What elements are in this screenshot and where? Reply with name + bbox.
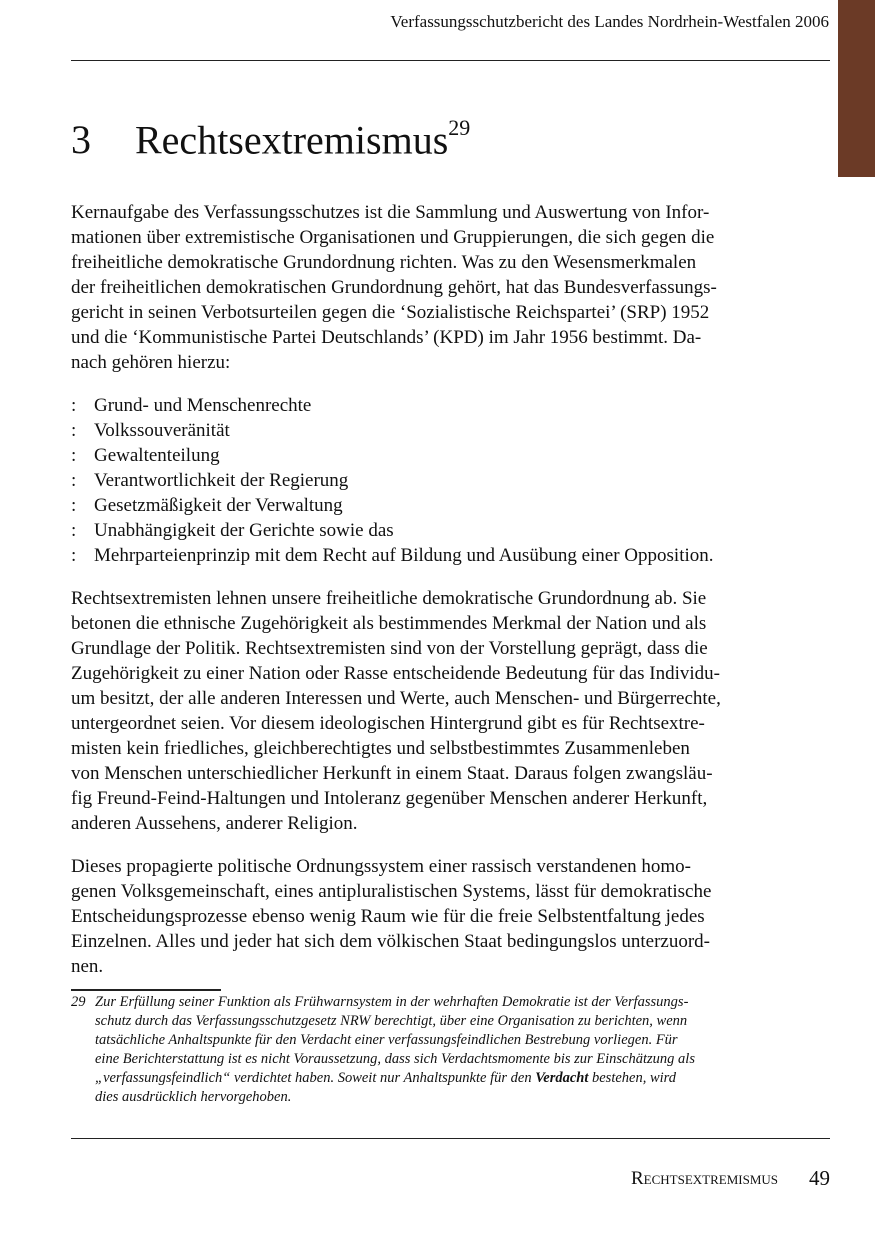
text-line: nen. — [71, 956, 104, 977]
bullet: : — [71, 520, 77, 541]
list-item-text: Volkssouveränität — [94, 420, 230, 441]
running-header: Verfassungsschutzbericht des Landes Nordrhein-Westfalen 2006 — [390, 12, 829, 31]
text-line: Entscheidungsprozesse ebenso wenig Raum wie für die freie Selbstentfaltung jedes — [71, 906, 705, 927]
text-line: fig Freund-Feind-Haltungen und Intoleranz gegenüber Menschen anderer Herkunft, — [71, 788, 708, 809]
text-line: der freiheitlichen demokratischen Grundordnung gehört, hat das Bundesverfassungs- — [71, 277, 717, 298]
footnote-line: eine Berichterstattung ist es nicht Voraussetzung, dass sich Verdachtsmomente bis zur Einschätzung als — [95, 1051, 695, 1067]
text-line: Einzelnen. Alles und jeder hat sich dem völkischen Staat bedingungslos unterzuord- — [71, 931, 710, 952]
paragraph-ordnungssystem — [71, 854, 787, 979]
list-item-text: Gesetzmäßigkeit der Verwaltung — [94, 495, 343, 516]
page-number: 49 — [809, 1166, 830, 1190]
list-item — [71, 418, 787, 443]
bullet: : — [71, 545, 77, 566]
list-item-text: Verantwortlichkeit der Regierung — [94, 470, 349, 491]
text-line: gericht in seinen Verbotsurteilen gegen die ‘Sozialistische Reichspartei’ (SRP) 1952 — [71, 302, 710, 323]
footnote-text: Zur Erfüllung seiner Funktion als Frühwarnsystem in der wehrhaften Demokratie ist der Verfassungs- — [95, 994, 689, 1010]
bullet: : — [71, 395, 77, 416]
paragraph-rechtsextremisten — [71, 586, 787, 836]
footer-section-title: Rechtsextremismus — [630, 1168, 778, 1189]
text-line: und die ‘Kommunistische Partei Deutschlands’ (KPD) im Jahr 1956 bestimmt. Da- — [71, 327, 702, 348]
list-item-text: Unabhängigkeit der Gerichte sowie das — [94, 520, 394, 541]
text-line: Rechtsextremisten lehnen unsere freiheitliche demokratische Grundordnung ab. Sie — [71, 588, 707, 609]
footnote-number: 29 — [71, 994, 86, 1010]
text-line: misten kein friedliches, gleichberechtigtes und selbstbestimmtes Zusammenleben — [71, 738, 690, 759]
list-item — [71, 543, 787, 568]
text-line: um besitzt, der alle anderen Interessen und Werte, auch Menschen- und Bürgerrechte, — [71, 688, 721, 709]
list-item-text: Grund- und Menschenrechte — [94, 395, 312, 416]
text-line: genen Volksgemeinschaft, eines antipluralistischen Systems, lässt für demokratische — [71, 881, 712, 902]
chapter-thumb-tab — [838, 0, 875, 177]
list-item-text: Gewaltenteilung — [94, 445, 220, 466]
principles-list — [71, 393, 787, 568]
footnote-separator — [71, 989, 221, 991]
bullet: : — [71, 420, 77, 441]
footnote-text: bestehen, wird — [588, 1070, 677, 1086]
list-item — [71, 443, 787, 468]
list-item — [71, 493, 787, 518]
footnote-emphasis: Verdacht — [535, 1070, 589, 1086]
chapter-title: Rechtsextremismus — [135, 117, 449, 163]
bullet: : — [71, 495, 77, 516]
footnote-29 — [71, 993, 791, 1107]
header-rule — [71, 60, 830, 61]
footnote-line: dies ausdrücklich hervorgehoben. — [95, 1089, 292, 1105]
bullet: : — [71, 470, 77, 491]
list-item — [71, 468, 787, 493]
text-line: von Menschen unterschiedlicher Herkunft in einem Staat. Daraus folgen zwangsläu- — [71, 763, 713, 784]
footnote-line — [71, 1069, 791, 1088]
footnote-line: schutz durch das Verfassungsschutzgesetz NRW berechtigt, über eine Organisation zu berichten, wenn — [95, 1013, 688, 1029]
text-line: untergeordnet seien. Vor diesem ideologischen Hintergrund gibt es für Rechtsextre- — [71, 713, 705, 734]
text-line: freiheitliche demokratische Grundordnung richten. Was zu den Wesensmerkmalen — [71, 252, 697, 273]
text-line: Zugehörigkeit zu einer Nation oder Rasse entscheidende Bedeutung für das Individu- — [71, 663, 720, 684]
text-line: Dieses propagierte politische Ordnungssystem einer rassisch verstandenen homo- — [71, 856, 691, 877]
list-item — [71, 393, 787, 418]
body-text — [71, 200, 787, 997]
text-line: nach gehören hierzu: — [71, 352, 231, 373]
list-item-text: Mehrparteienprinzip mit dem Recht auf Bildung und Ausübung einer Opposition. — [94, 545, 714, 566]
footnote-text: „verfassungsfeindlich“ verdichtet haben. Soweit nur Anhaltspunkte für den — [95, 1070, 536, 1086]
footer-rule — [71, 1138, 830, 1139]
footnote-line — [71, 993, 791, 1012]
text-line: Grundlage der Politik. Rechtsextremisten sind von der Vorstellung geprägt, dass die — [71, 638, 708, 659]
text-line: Kernaufgabe des Verfassungsschutzes ist die Sammlung und Auswertung von Infor- — [71, 202, 710, 223]
chapter-footnote-ref[interactable]: 29 — [448, 115, 471, 140]
text-line: anderen Aussehens, anderer Religion. — [71, 813, 358, 834]
text-line: betonen die ethnische Zugehörigkeit als bestimmendes Merkmal der Nation und als — [71, 613, 707, 634]
chapter-heading — [71, 106, 470, 166]
chapter-number: 3 — [71, 117, 91, 163]
text-line: mationen über extremistische Organisationen und Gruppierungen, die sich gegen die — [71, 227, 715, 248]
footnote-line: tatsächliche Anhaltspunkte für den Verdacht einer verfassungsfeindlichen Bestrebung vorliegen. Für — [95, 1032, 678, 1048]
bullet: : — [71, 445, 77, 466]
list-item — [71, 518, 787, 543]
intro-paragraph — [71, 200, 787, 375]
